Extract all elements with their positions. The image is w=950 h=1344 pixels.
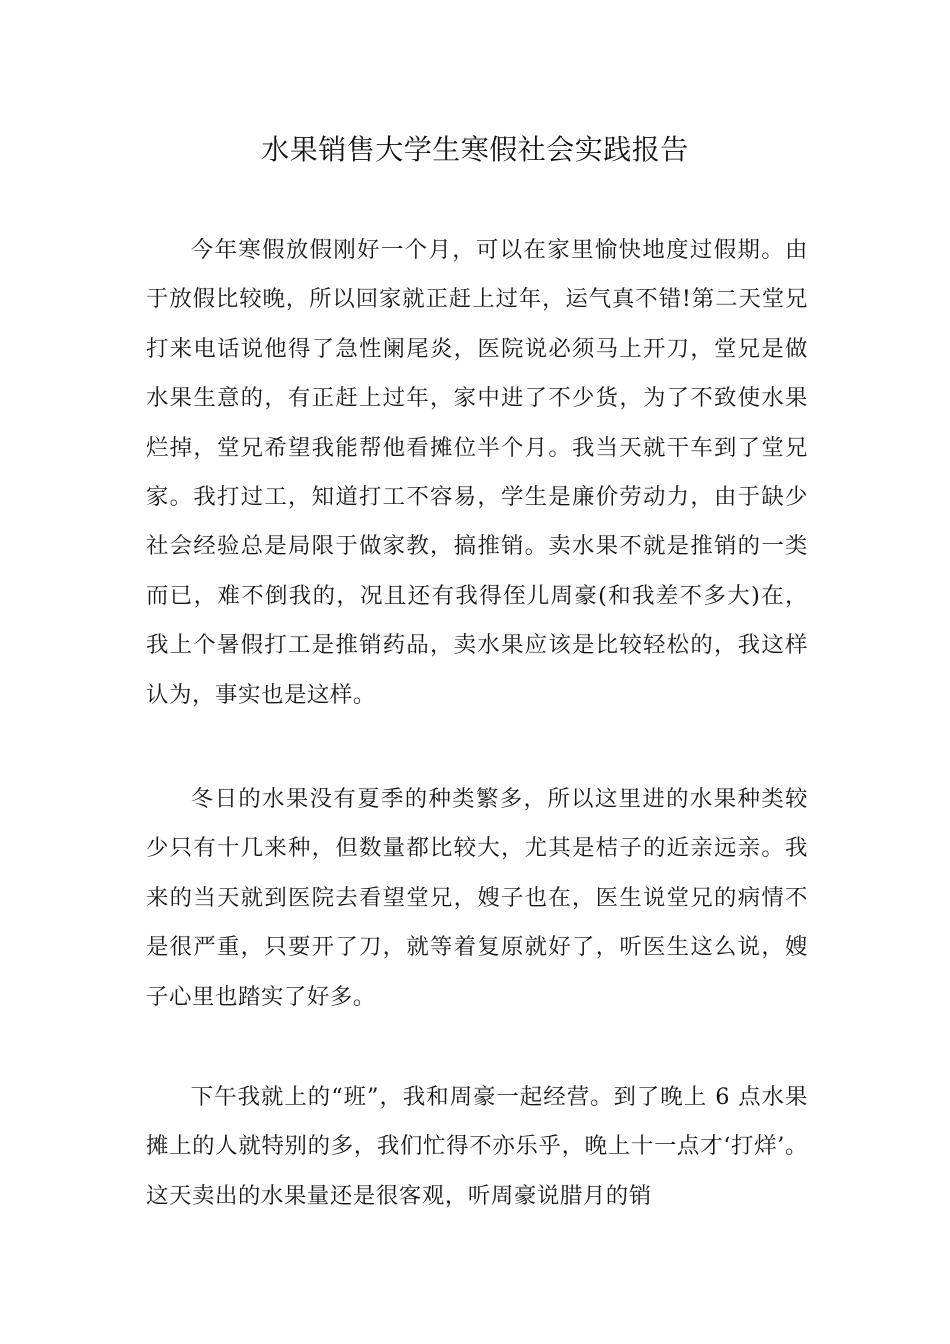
paragraph-3: 下午我就上的“班”，我和周豪一起经营。到了晚上 6 点水果摊上的人就特别的多，我们忙得不亦乐乎，晚上十一点才‘打烊’。这天卖出的水果量还是很客观，听周豪说腊月的销 <box>146 1084 808 1209</box>
document-title: 水果销售大学生寒假社会实践报告 <box>261 133 689 166</box>
paragraph-1: 今年寒假放假刚好一个月，可以在家里愉快地度过假期。由于放假比较晚，所以回家就正赶上过年，运气真不错!第二天堂兄打来电话说他得了急性阑尾炎，医院说必须马上开刀，堂兄是做水果生意的，有正赶上过年，家中进了不少货，为了不致使水果烂掉，堂兄希望我能帮他看摊位半个月。我当天就干车到了堂兄家。我打过工，知道打工不容易，学生是廉价劳动力，由于缺少社会经验总是局限于做家教，搞推销。卖水果不就是推销的一类而已，难不倒我的，况且还有我得侄儿周豪(和我差不多大)在，我上个暑假打工是推销药品，卖水果应该是比较轻松的，我这样认为，事实也是这样。 <box>146 237 808 708</box>
paragraph-2: 冬日的水果没有夏季的种类繁多，所以这里进的水果种类较少只有十几来种，但数量都比较大，尤其是桔子的近亲远亲。我来的当天就到医院去看望堂兄，嫂子也在，医生说堂兄的病情不是很严重，只要开了刀，就等着复原就好了，听医生这么说，嫂子心里也踏实了好多。 <box>146 786 808 1010</box>
